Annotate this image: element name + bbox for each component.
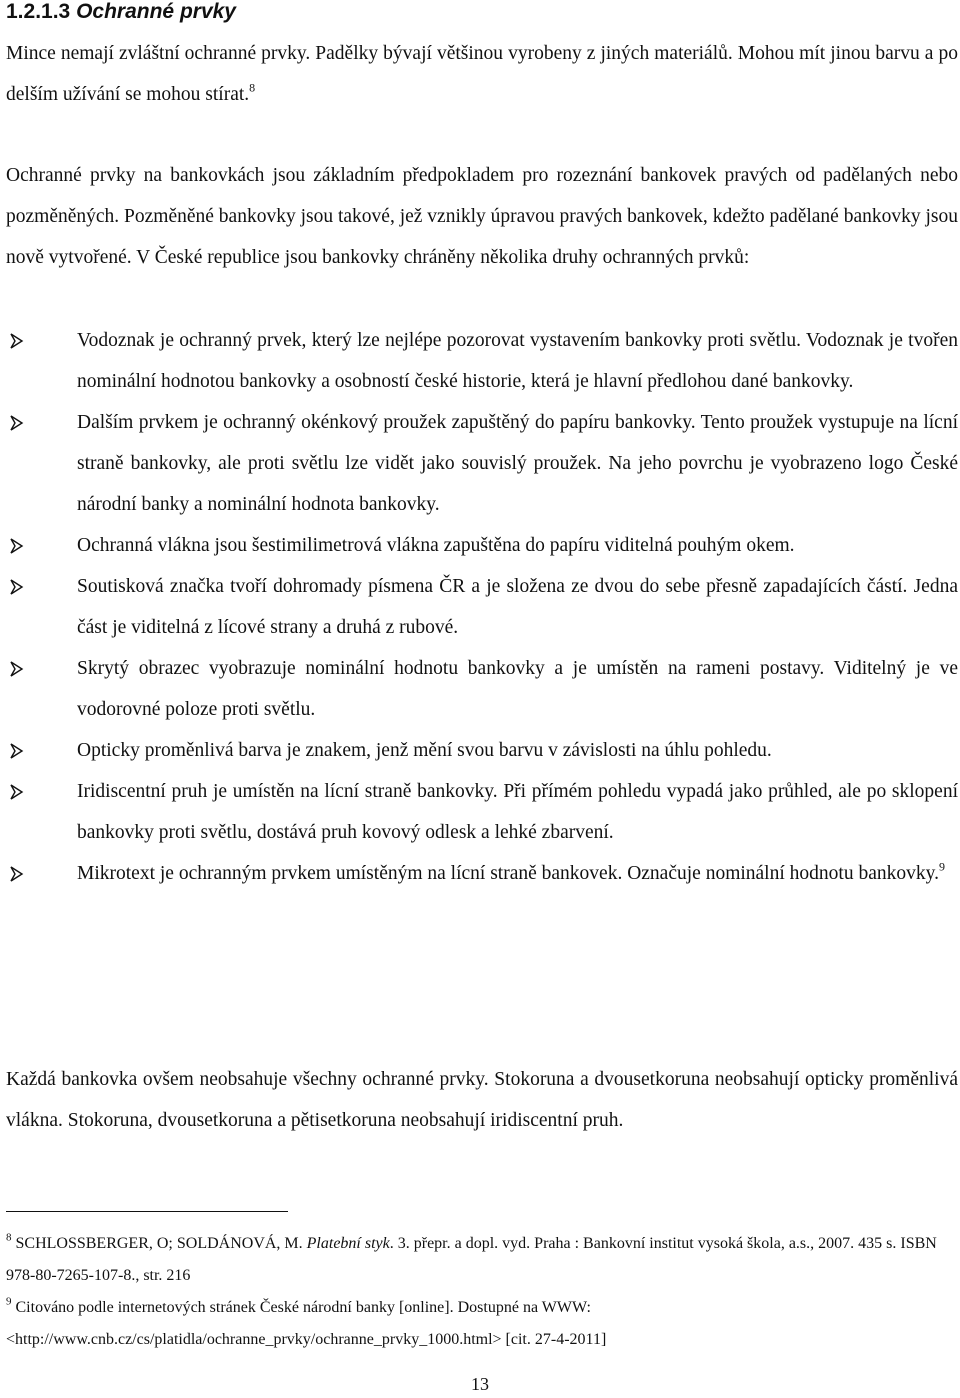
list-item-text: Dalším prvkem je ochranný okénkový proužek zapuštěný do papíru bankovky. Tento proužek vystupuje na lícní straně bankovky, ale proti světlu lze vidět jako souvislý proužek. Na jeho povrchu je vyobrazeno logo České národní banky a nominální hodnota bankovky. [77,412,958,515]
list-item [0,853,958,894]
footnotes [6,1228,956,1356]
list-item [0,566,958,648]
page-number: 13 [471,1374,489,1394]
footnote-mark: 9 [6,1295,12,1308]
footnote-ref-9[interactable]: 9 [938,859,945,874]
arrow-bullet-icon [10,853,30,894]
arrow-bullet-icon [10,320,30,361]
arrow-bullet-icon [10,730,30,771]
footnote-ref-8[interactable]: 8 [249,80,256,95]
list-item-text: Opticky proměnlivá barva je znakem, jenž mění svou barvu v závislosti na úhlu pohledu. [77,740,772,761]
arrow-bullet-icon [10,402,30,443]
arrow-bullet-icon [10,648,30,689]
paragraph-intro-text: Mince nemají zvláštní ochranné prvky. Padělky bývají většinou vyrobeny z jiných materiálů. Mohou mít jinou barvu a po delším užívání se mohou stírat. [6,43,958,105]
list-item [0,320,958,402]
footnote-book-title: Platební styk [306,1235,390,1252]
arrow-bullet-icon [10,525,30,566]
list-item-text: Skrytý obrazec vyobrazuje nominální hodnotu bankovky a je umístěn na rameni postavy. Viditelný je ve vodorovné poloze proti světlu. [77,658,958,720]
footnote-text-rest: . 3. přepr. a dopl. vyd. Praha : Bankovní institut vysoká škola, a.s., 2007. 435 s. ISBN 978-80-7265-107-8., str. 216 [6,1235,937,1284]
paragraph-closing: Každá bankovka ovšem neobsahuje všechny ochranné prvky. Stokoruna a dvousetkoruna neobsahují opticky proměnlivá vlákna. Stokoruna, dvousetkoruna a pětisetkoruna neobsahují iridiscentní pruh. [6,1069,958,1131]
footnote-9 [6,1292,956,1356]
list-item [0,402,958,525]
section-number: 1.2.1.3 [6,0,71,23]
section-title: Ochranné prvky [76,0,236,23]
security-features-list [0,320,960,894]
footnote-8 [6,1228,956,1292]
list-item-text: Iridiscentní pruh je umístěn na lícní straně bankovky. Při přímém pohledu vypadá jako průhled, ale po sklopení bankovky proti světlu, dostává pruh kovový odlesk a lehké zbarvení. [77,781,958,843]
list-item-text: Soutisková značka tvoří dohromady písmena ČR a je složena ze dvou do sebe přesně zapadajících částí. Jedna část je viditelná z lícové strany a druhá z rubové. [77,576,958,638]
list-item [0,525,958,566]
footnote-mark: 8 [6,1231,12,1244]
paragraph-intro [6,33,958,115]
list-item-text: Ochranná vlákna jsou šestimilimetrová vlákna zapuštěna do papíru viditelná pouhým okem. [77,535,795,556]
arrow-bullet-icon [10,566,30,607]
footnote-separator [6,1211,288,1212]
arrow-bullet-icon [10,771,30,812]
list-item-text: Mikrotext je ochranným prvkem umístěným na lícní straně bankovek. Označuje nominální hodnotu bankovky. [77,863,939,884]
footnote-text: Citováno podle internetových stránek České národní banky [online]. Dostupné na WWW: <http://www.cnb.cz/cs/platidla/ochranne_prvky/ochranne_prvky_1000.html> [cit. 27-4-2011] [6,1299,607,1348]
paragraph-banknotes: Ochranné prvky na bankovkách jsou základním předpokladem pro rozeznání bankovek pravých od padělaných nebo pozměněných. Pozměněné bankovky jsou takové, jež vznikly úpravou pravých bankovek, kdežto padělané bankovky jsou nově vytvořené. V České republice jsou bankovky chráněny několika druhy ochranných prvků: [6,165,958,268]
list-item [0,648,958,730]
list-item [0,771,958,853]
list-item-text: Vodoznak je ochranný prvek, který lze nejlépe pozorovat vystavením bankovky proti světlu. Vodoznak je tvořen nominální hodnotou bankovky a osobností české historie, která je hlavní předlohou dané bankovky. [77,330,958,392]
footnote-text: SCHLOSSBERGER, O; SOLDÁNOVÁ, M. [15,1235,307,1252]
section-heading [6,0,236,26]
list-item [0,730,958,771]
